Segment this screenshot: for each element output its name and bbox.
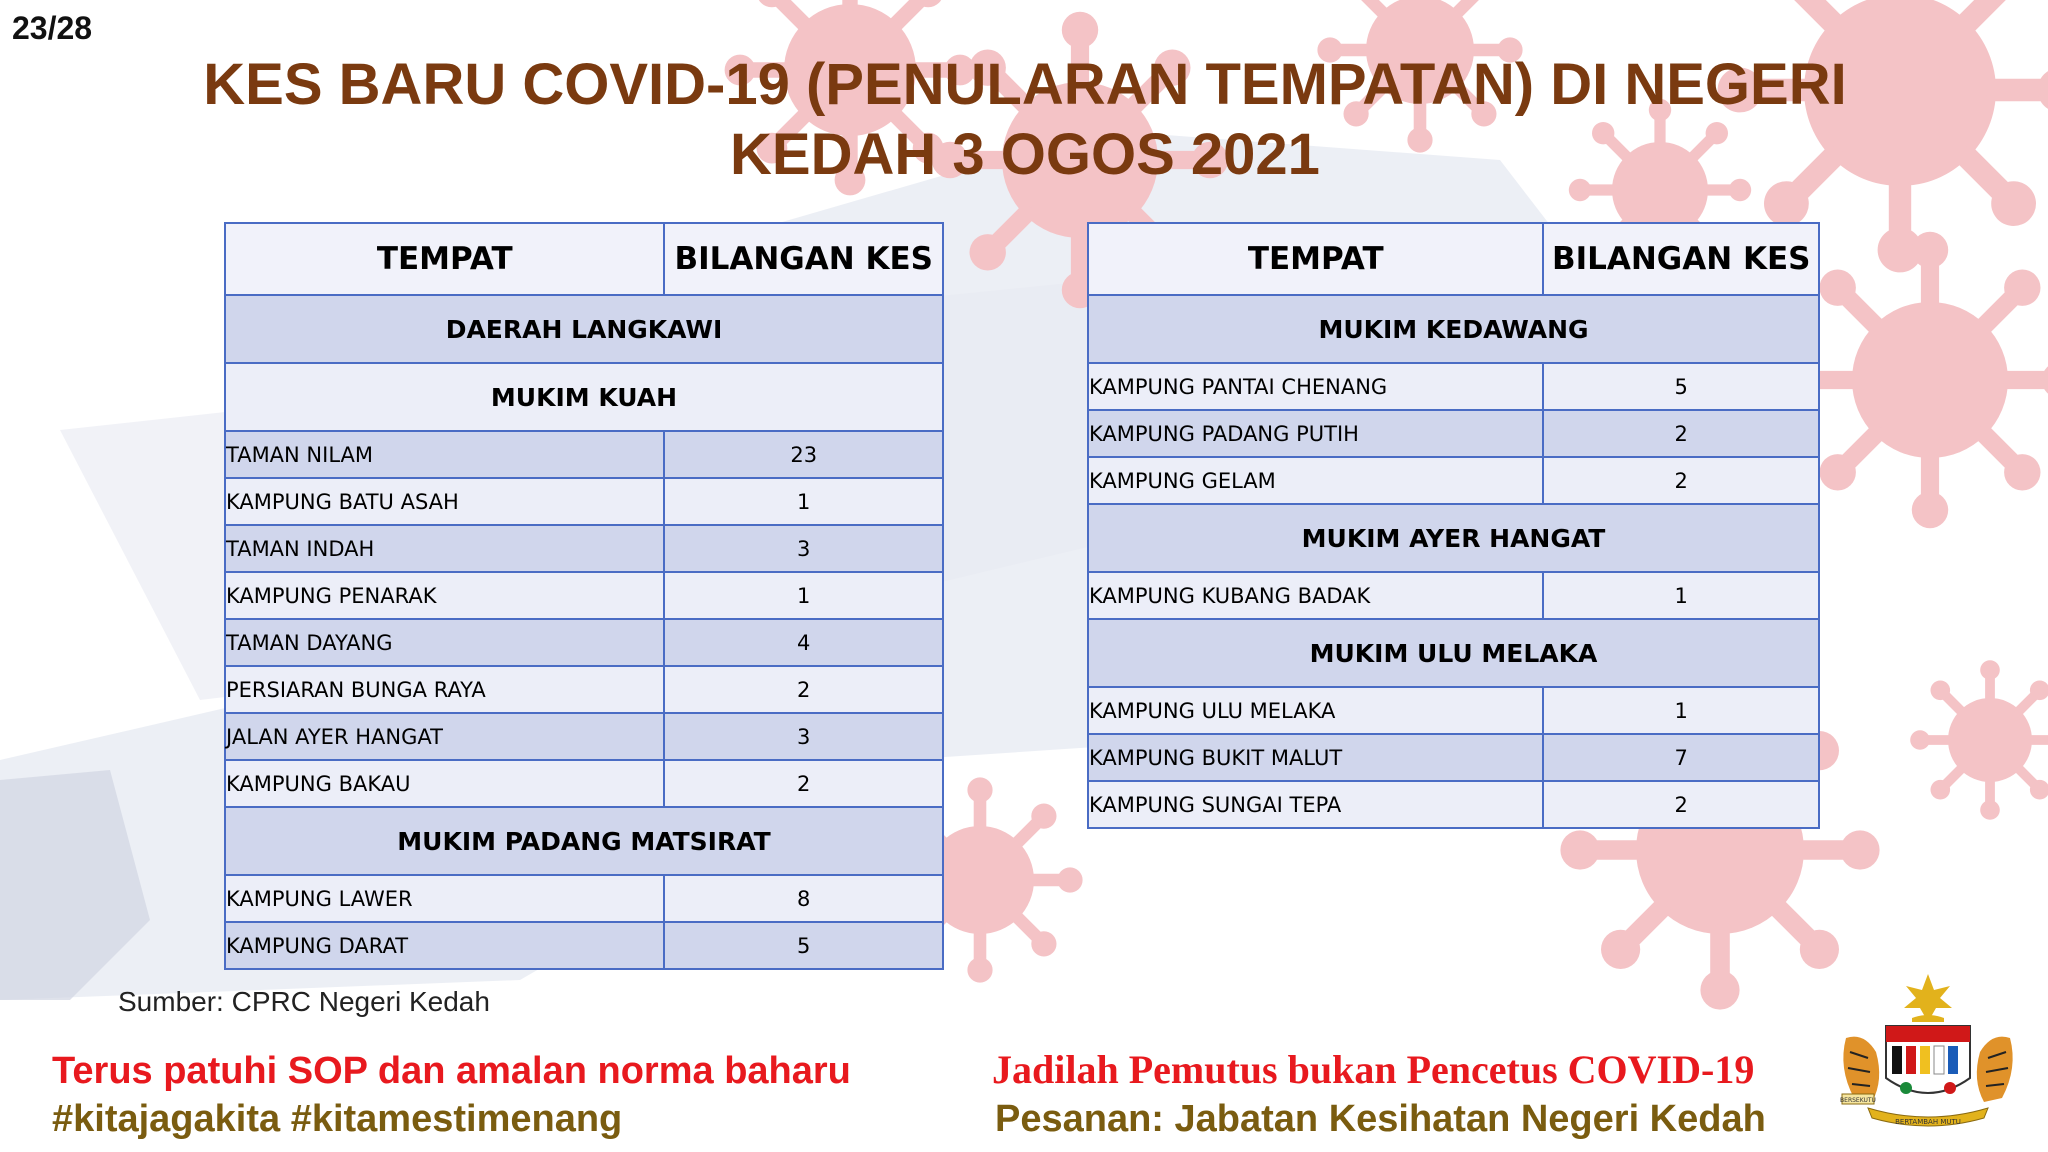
table-row xyxy=(225,478,943,525)
title-line-1: KES BARU COVID-19 (PENULARAN TEMPATAN) DI NEGERI xyxy=(203,52,1847,117)
header-tempat: TEMPAT xyxy=(225,223,664,295)
case-count: 3 xyxy=(664,525,943,572)
section-row xyxy=(1088,504,1819,572)
case-count: 2 xyxy=(1543,410,1819,457)
case-count: 1 xyxy=(664,572,943,619)
malaysia-coat-of-arms-icon xyxy=(1828,968,2028,1132)
case-count: 5 xyxy=(1543,363,1819,410)
place-name: JALAN AYER HANGAT xyxy=(225,713,664,760)
table-row xyxy=(1088,363,1819,410)
section-row xyxy=(225,295,943,363)
place-name: KAMPUNG BUKIT MALUT xyxy=(1088,734,1543,781)
campaign-slogan: Jadilah Pemutus bukan Pencetus COVID-19 xyxy=(992,1047,1755,1092)
mukim-kedawang: MUKIM KEDAWANG xyxy=(1088,295,1819,363)
case-count: 2 xyxy=(664,760,943,807)
mukim-ulu-melaka: MUKIM ULU MELAKA xyxy=(1088,619,1819,687)
page-number: 23/28 xyxy=(12,10,93,46)
left-cases-table xyxy=(224,222,944,970)
place-name: KAMPUNG PENARAK xyxy=(225,572,664,619)
source-note: Sumber: CPRC Negeri Kedah xyxy=(118,986,490,1017)
place-name: TAMAN DAYANG xyxy=(225,619,664,666)
place-name: KAMPUNG BAKAU xyxy=(225,760,664,807)
section-row xyxy=(225,807,943,875)
section-row xyxy=(1088,295,1819,363)
header-tempat: TEMPAT xyxy=(1088,223,1543,295)
case-count: 4 xyxy=(664,619,943,666)
place-name: KAMPUNG KUBANG BADAK xyxy=(1088,572,1543,619)
table-header-row xyxy=(1088,223,1819,295)
case-count: 8 xyxy=(664,875,943,922)
place-name: KAMPUNG DARAT xyxy=(225,922,664,969)
section-row xyxy=(1088,619,1819,687)
case-count: 2 xyxy=(664,666,943,713)
place-name: KAMPUNG LAWER xyxy=(225,875,664,922)
place-name: KAMPUNG BATU ASAH xyxy=(225,478,664,525)
case-count: 1 xyxy=(1543,572,1819,619)
table-row xyxy=(1088,457,1819,504)
table-row xyxy=(1088,572,1819,619)
place-name: TAMAN NILAM xyxy=(225,431,664,478)
case-count: 5 xyxy=(664,922,943,969)
table-row xyxy=(1088,687,1819,734)
table-row xyxy=(225,619,943,666)
svg-text:BERTAMBAH MUTU: BERTAMBAH MUTU xyxy=(1895,1118,1961,1126)
place-name: KAMPUNG SUNGAI TEPA xyxy=(1088,781,1543,828)
place-name: KAMPUNG ULU MELAKA xyxy=(1088,687,1543,734)
place-name: TAMAN INDAH xyxy=(225,525,664,572)
table-row xyxy=(225,666,943,713)
header-bilangan-kes: BILANGAN KES xyxy=(664,223,943,295)
place-name: PERSIARAN BUNGA RAYA xyxy=(225,666,664,713)
table-row xyxy=(1088,410,1819,457)
case-count: 7 xyxy=(1543,734,1819,781)
table-row xyxy=(225,922,943,969)
table-row xyxy=(225,572,943,619)
table-row xyxy=(225,431,943,478)
mukim-kuah: MUKIM KUAH xyxy=(225,363,943,431)
case-count: 1 xyxy=(664,478,943,525)
table-row xyxy=(225,525,943,572)
header-bilangan-kes: BILANGAN KES xyxy=(1543,223,1819,295)
table-header-row xyxy=(225,223,943,295)
place-name: KAMPUNG GELAM xyxy=(1088,457,1543,504)
case-count: 2 xyxy=(1543,781,1819,828)
title-line-2: KEDAH 3 OGOS 2021 xyxy=(730,122,1320,187)
message-attribution: Pesanan: Jabatan Kesihatan Negeri Kedah xyxy=(995,1098,1766,1140)
case-count: 3 xyxy=(664,713,943,760)
hashtags: #kitajagakita #kitamestimenang xyxy=(52,1098,623,1140)
mukim-padang-matsirat: MUKIM PADANG MATSIRAT xyxy=(225,807,943,875)
table-row xyxy=(225,713,943,760)
right-cases-table xyxy=(1087,222,1820,829)
table-row xyxy=(225,875,943,922)
place-name: KAMPUNG PANTAI CHENANG xyxy=(1088,363,1543,410)
case-count: 23 xyxy=(664,431,943,478)
table-row xyxy=(225,760,943,807)
table-row xyxy=(1088,734,1819,781)
section-row xyxy=(225,363,943,431)
svg-text:BERSEKUTU: BERSEKUTU xyxy=(1840,1097,1876,1104)
page-title xyxy=(200,50,1850,190)
place-name: KAMPUNG PADANG PUTIH xyxy=(1088,410,1543,457)
case-count: 1 xyxy=(1543,687,1819,734)
case-count: 2 xyxy=(1543,457,1819,504)
sop-message: Terus patuhi SOP dan amalan norma baharu xyxy=(52,1050,851,1092)
district-langkawi: DAERAH LANGKAWI xyxy=(225,295,943,363)
mukim-ayer-hangat: MUKIM AYER HANGAT xyxy=(1088,504,1819,572)
table-row xyxy=(1088,781,1819,828)
